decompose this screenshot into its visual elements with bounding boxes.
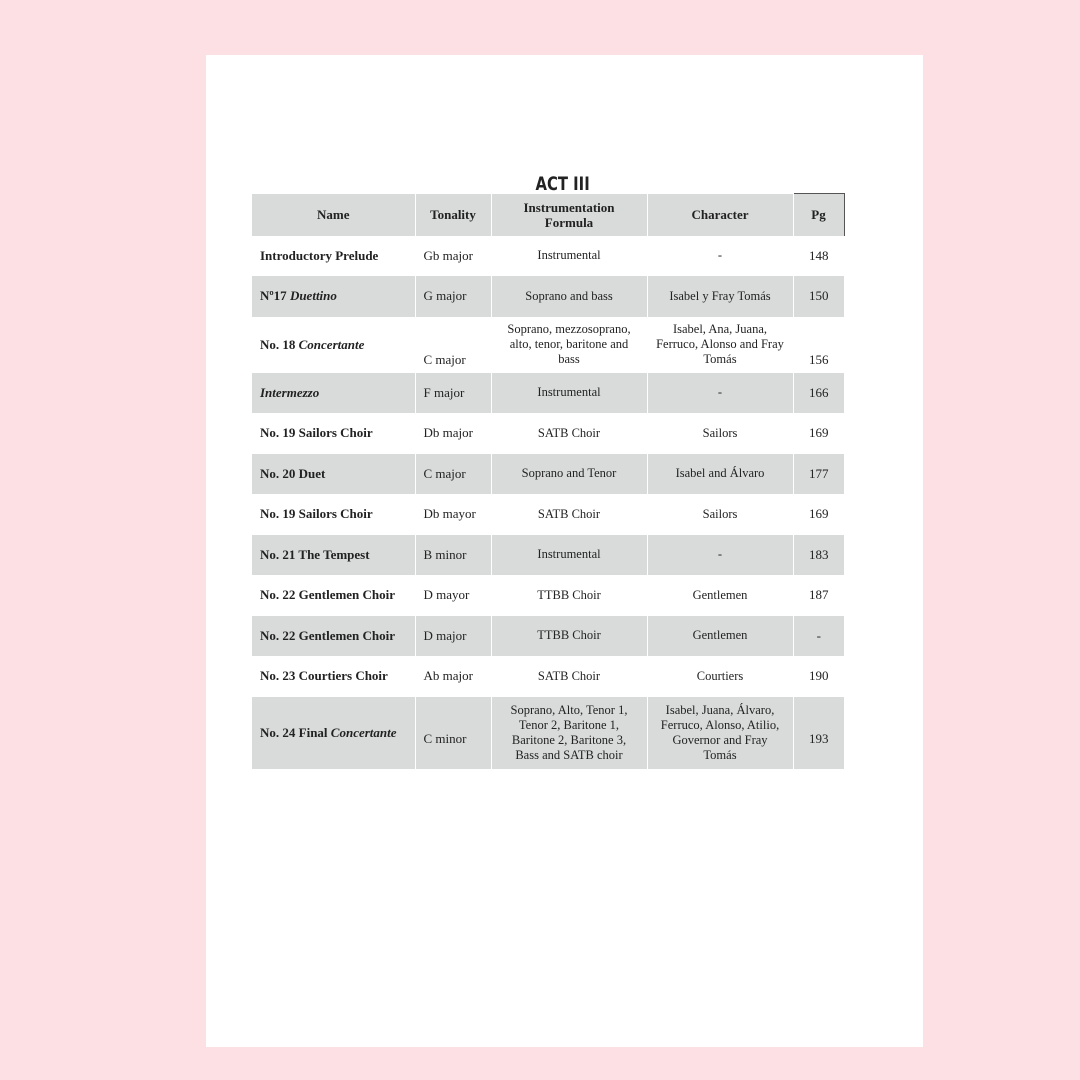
table-row xyxy=(252,656,844,697)
cell-name-text: Introductory Prelude xyxy=(260,247,379,263)
table-row xyxy=(252,236,844,277)
cell-name xyxy=(252,697,415,769)
cell-page: 190 xyxy=(809,668,829,684)
cell-name xyxy=(252,494,415,535)
cell-page: 156 xyxy=(809,351,829,367)
cell-name-text: No. 20 Duet xyxy=(260,465,326,481)
cell-character: Sailors xyxy=(647,494,793,535)
cell-page: 187 xyxy=(809,587,829,603)
cell-name-text: Nº17 xyxy=(260,288,290,304)
cell-name xyxy=(252,535,415,576)
cell-instrumentation: Soprano and bass xyxy=(491,276,647,317)
table-row xyxy=(252,317,844,373)
header-tonality: Tonality xyxy=(415,194,491,236)
cell-page: 166 xyxy=(809,384,829,400)
cell-instrumentation: Instrumental xyxy=(491,535,647,576)
cell-name xyxy=(252,276,415,317)
cell-name xyxy=(252,236,415,277)
cell-character: - xyxy=(647,236,793,277)
cell-page: 150 xyxy=(809,288,829,304)
cell-page: 148 xyxy=(809,247,829,263)
cell-character: Isabel, Ana, Juana, Ferruco, Alonso and Fray Tomás xyxy=(647,317,793,373)
cell-name-text: No. 24 Final xyxy=(260,724,331,740)
cell-tonality: B minor xyxy=(415,535,491,576)
cell-name-italic: Intermezzo xyxy=(260,384,320,400)
cell-character: Isabel, Juana, Álvaro, Ferruco, Alonso, Atilio, Governor and Fray Tomás xyxy=(647,697,793,769)
cell-tonality: Gb major xyxy=(415,236,491,277)
table-row xyxy=(252,413,844,454)
cell-name xyxy=(252,616,415,657)
cell-instrumentation: TTBB Choir xyxy=(491,575,647,616)
table-row xyxy=(252,373,844,414)
cell-page: 193 xyxy=(809,730,829,746)
cell-name-text: No. 19 Sailors Choir xyxy=(260,425,373,441)
table-row xyxy=(252,454,844,495)
cell-instrumentation: SATB Choir xyxy=(491,656,647,697)
cell-character: Isabel and Álvaro xyxy=(647,454,793,495)
cell-name-text: No. 22 Gentlemen Choir xyxy=(260,627,396,643)
cell-page: 169 xyxy=(809,506,829,522)
cell-name xyxy=(252,454,415,495)
cell-tonality: G major xyxy=(415,276,491,317)
cell-character: - xyxy=(647,535,793,576)
act-table xyxy=(252,193,845,769)
cell-character: Sailors xyxy=(647,413,793,454)
cell-instrumentation: Soprano, mezzosoprano, alto, tenor, baritone and bass xyxy=(491,317,647,373)
cell-name-italic: Duettino xyxy=(289,288,337,304)
cell-name xyxy=(252,656,415,697)
table-row xyxy=(252,616,844,657)
cell-name xyxy=(252,373,415,414)
cell-tonality: F major xyxy=(415,373,491,414)
cell-character: - xyxy=(647,373,793,414)
cell-page: 177 xyxy=(809,465,829,481)
cell-tonality: C major xyxy=(415,454,491,495)
cell-name-text: No. 18 xyxy=(260,336,299,352)
table-row xyxy=(252,494,844,535)
cell-name-text: No. 21 The Tempest xyxy=(260,546,370,562)
cell-instrumentation: Instrumental xyxy=(491,236,647,277)
cell-tonality: Db major xyxy=(415,413,491,454)
header-character: Character xyxy=(647,194,793,236)
table-body xyxy=(252,236,844,769)
cell-page: - xyxy=(816,627,821,643)
cell-tonality: D mayor xyxy=(415,575,491,616)
cell-character: Isabel y Fray Tomás xyxy=(647,276,793,317)
cell-instrumentation: SATB Choir xyxy=(491,494,647,535)
cell-instrumentation: Soprano and Tenor xyxy=(491,454,647,495)
cell-name-italic: Concertante xyxy=(330,724,397,740)
cell-instrumentation: Soprano, Alto, Tenor 1, Tenor 2, Baritone 1, Baritone 2, Baritone 3, Bass and SATB choir xyxy=(491,697,647,769)
cell-page: 183 xyxy=(809,546,829,562)
cell-name-text: No. 22 Gentlemen Choir xyxy=(260,587,396,603)
cell-tonality: C minor xyxy=(415,697,491,769)
cell-instrumentation: SATB Choir xyxy=(491,413,647,454)
cell-name-text: No. 19 Sailors Choir xyxy=(260,506,373,522)
header-name: Name xyxy=(252,194,415,236)
cell-tonality: Ab major xyxy=(415,656,491,697)
document-page xyxy=(206,55,923,1047)
cell-name xyxy=(252,413,415,454)
cell-instrumentation: Instrumental xyxy=(491,373,647,414)
table-row xyxy=(252,697,844,769)
cell-character: Courtiers xyxy=(647,656,793,697)
cell-character: Gentlemen xyxy=(647,616,793,657)
cell-tonality: D major xyxy=(415,616,491,657)
header-instrumentation: Instrumentation Formula xyxy=(491,194,647,236)
cell-character: Gentlemen xyxy=(647,575,793,616)
cell-page: 169 xyxy=(809,425,829,441)
table-row xyxy=(252,575,844,616)
cell-name-text: No. 23 Courtiers Choir xyxy=(260,668,388,684)
cell-name xyxy=(252,575,415,616)
table-row xyxy=(252,535,844,576)
page-title: ACT III xyxy=(535,173,590,195)
header-pg: Pg xyxy=(793,194,844,236)
cell-name xyxy=(252,317,415,373)
cell-name-italic: Concertante xyxy=(298,336,365,352)
table-row xyxy=(252,276,844,317)
table-header-row xyxy=(252,194,844,236)
cell-tonality: Db mayor xyxy=(415,494,491,535)
cell-instrumentation: TTBB Choir xyxy=(491,616,647,657)
cell-tonality: C major xyxy=(415,317,491,373)
